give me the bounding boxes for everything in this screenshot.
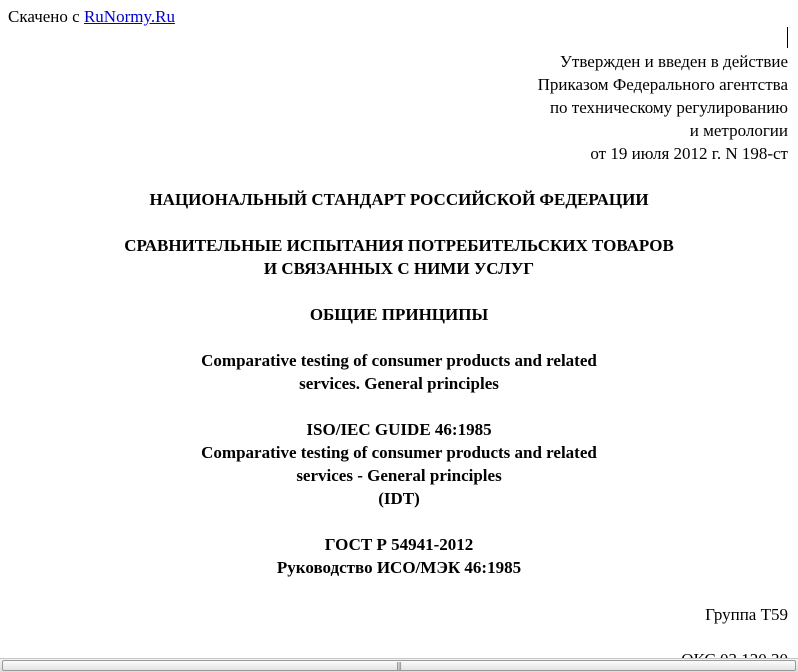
scrollbar-grip-icon: ||| [396, 661, 402, 670]
iso-title-line-2: services - General principles [296, 466, 502, 485]
standard-type-heading: НАЦИОНАЛЬНЫЙ СТАНДАРТ РОССИЙСКОЙ ФЕДЕРАЦИИ [149, 190, 649, 209]
scrollbar-thumb[interactable] [2, 660, 796, 671]
title-line-2: И СВЯЗАННЫХ С НИМИ УСЛУГ [263, 259, 535, 278]
gost-guide: Руководство ИСО/МЭК 46:1985 [276, 558, 522, 577]
horizontal-scrollbar[interactable] [0, 658, 798, 672]
gost-number: ГОСТ Р 54941-2012 [324, 535, 474, 554]
title-line-1: СРАВНИТЕЛЬНЫЕ ИСПЫТАНИЯ ПОТРЕБИТЕЛЬСКИХ ТОВАРОВ [124, 236, 674, 255]
approval-line: Утвержден и введен в действие [559, 52, 788, 71]
english-title-line-1: Comparative testing of consumer products and related [201, 351, 597, 370]
iso-code: ISO/IEC GUIDE 46:1985 [306, 420, 492, 439]
text-cursor [787, 27, 788, 48]
subtitle: ОБЩИЕ ПРИНЦИПЫ [309, 305, 489, 324]
approval-line: Приказом Федерального агентства [537, 75, 788, 94]
source-prefix: Скачено с [8, 7, 80, 26]
approval-line: и метрологии [689, 121, 788, 140]
iso-title-line-1: Comparative testing of consumer products and related [201, 443, 597, 462]
equivalence-mark: (IDT) [378, 489, 420, 508]
approval-block [288, 50, 788, 165]
source-link[interactable]: RuNormy.Ru [83, 7, 175, 26]
english-title-line-2: services. General principles [299, 374, 499, 393]
approval-line: по техническому регулированию [549, 98, 788, 117]
source-line [8, 5, 175, 28]
group-code: Группа Т59 [705, 605, 788, 624]
approval-line: от 19 июля 2012 г. N 198-ст [590, 144, 788, 163]
